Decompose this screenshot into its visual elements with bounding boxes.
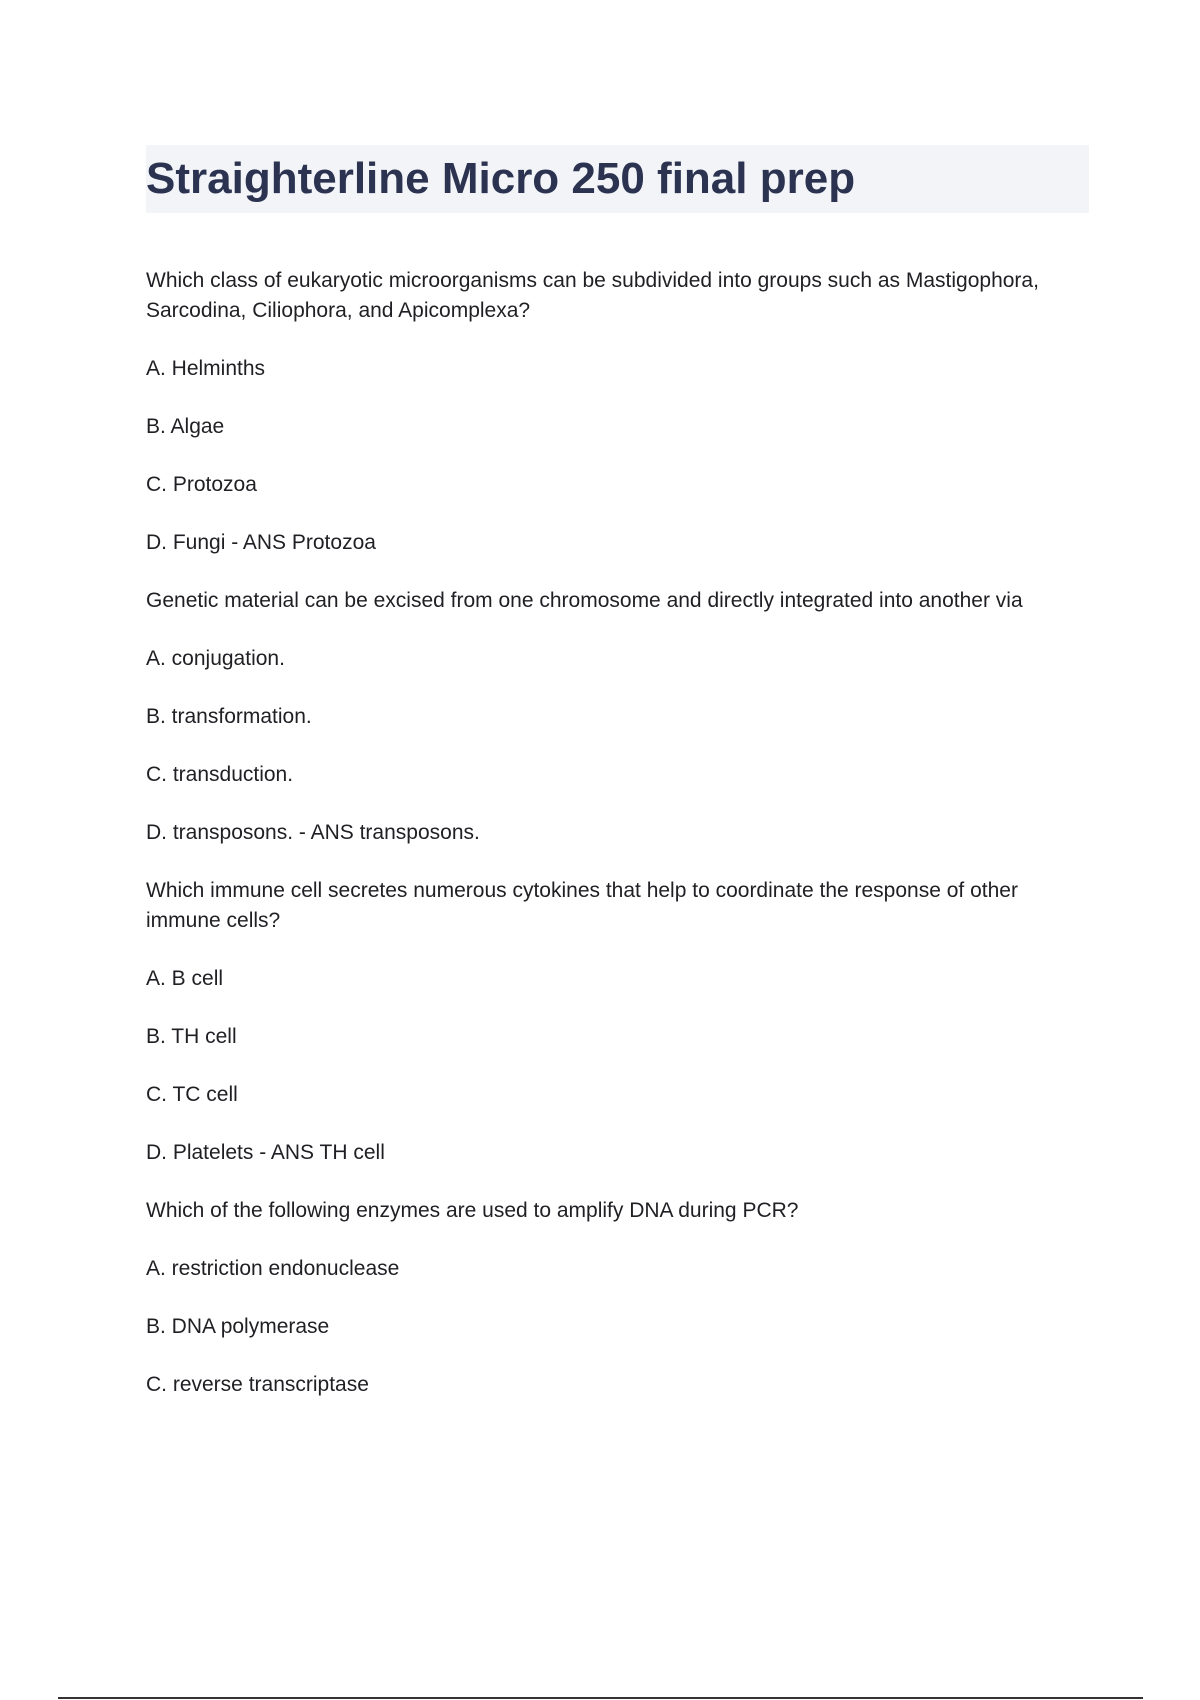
answer-option: A. Helminths xyxy=(146,357,266,380)
answer-option: B. Algae xyxy=(146,415,225,438)
question-prompt: Which immune cell secretes numerous cytokines that help to coordinate the response of other immune cells? xyxy=(146,879,1018,932)
question-prompt: Which class of eukaryotic microorganisms can be subdivided into groups such as Mastigophora, Sarcodina, Ciliophora, and Apicomplexa? xyxy=(146,269,1039,322)
page-title: Straighterline Micro 250 final prep xyxy=(146,154,856,203)
answer-option: C. Protozoa xyxy=(146,473,257,496)
question-block xyxy=(146,266,1096,558)
question-block xyxy=(146,586,1096,848)
answer-option: A. B cell xyxy=(146,967,224,990)
question-prompt: Genetic material can be excised from one chromosome and directly integrated into another via xyxy=(146,589,1023,612)
question-block xyxy=(146,876,1096,1168)
answer-option: B. DNA polymerase xyxy=(146,1315,330,1338)
answer-option-with-answer: D. Fungi - ANS Protozoa xyxy=(146,531,376,554)
answer-option: C. reverse transcriptase xyxy=(146,1373,369,1396)
answer-option-with-answer: D. Platelets - ANS TH cell xyxy=(146,1141,385,1164)
title-band xyxy=(146,145,1089,213)
question-prompt: Which of the following enzymes are used to amplify DNA during PCR? xyxy=(146,1199,799,1222)
question-block xyxy=(146,1196,1096,1400)
question-list xyxy=(146,266,1096,1428)
answer-option: B. TH cell xyxy=(146,1025,237,1048)
answer-option: B. transformation. xyxy=(146,705,312,728)
footer-divider xyxy=(58,1697,1143,1699)
answer-option: C. transduction. xyxy=(146,763,294,786)
answer-option: A. restriction endonuclease xyxy=(146,1257,400,1280)
answer-option-with-answer: D. transposons. - ANS transposons. xyxy=(146,821,480,844)
answer-option: A. conjugation. xyxy=(146,647,285,670)
answer-option: C. TC cell xyxy=(146,1083,238,1106)
